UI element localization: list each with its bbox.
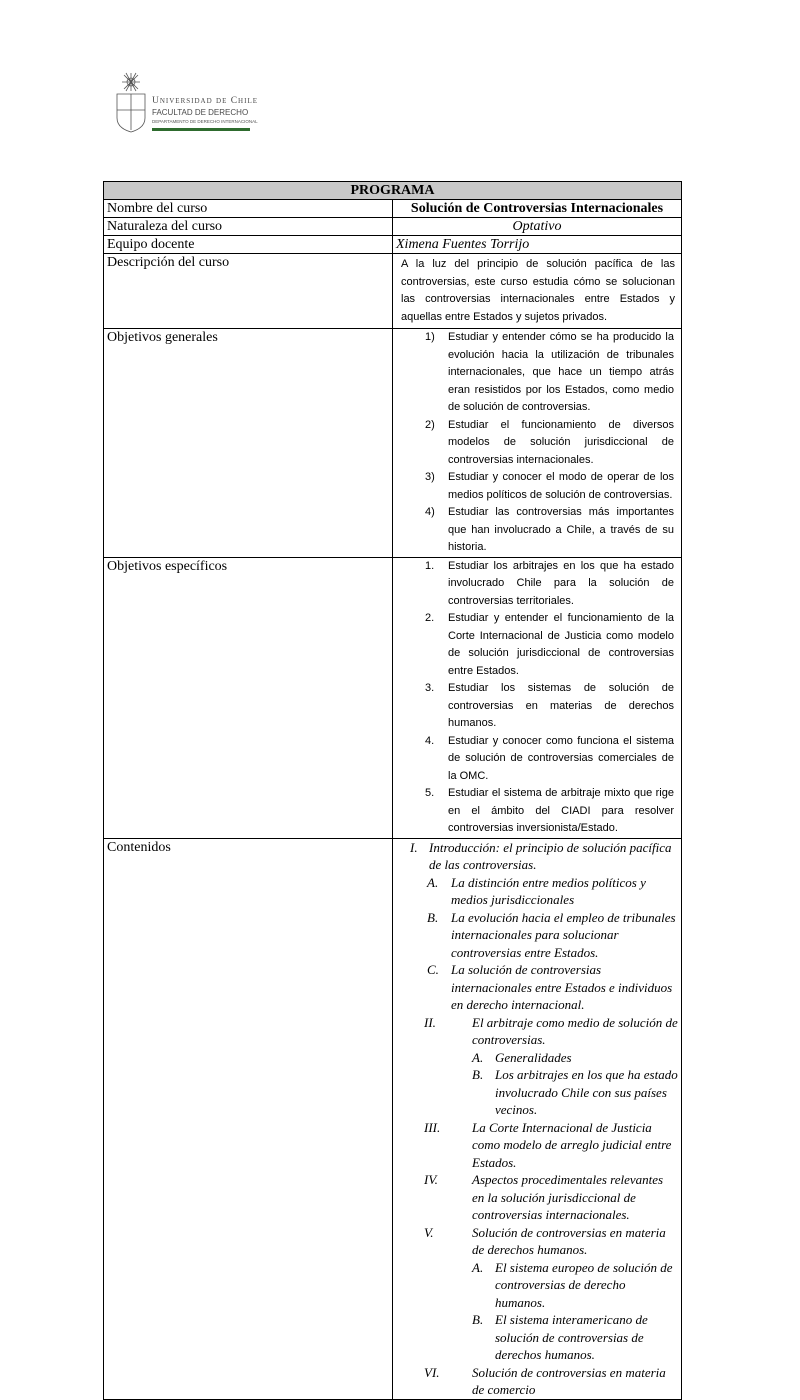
item-text: Introducción: el principio de solución pacífica de las controversias. bbox=[429, 839, 672, 872]
item-text: Estudiar los sistemas de solución de controversias en materias de derechos humanos. bbox=[448, 682, 674, 729]
row-label: Equipo docente bbox=[104, 236, 393, 254]
item-text: Aspectos procedimentales relevantes en la solución jurisdiccional de controversias internacionales. bbox=[472, 1172, 664, 1222]
list-item bbox=[396, 1119, 678, 1172]
university-logo bbox=[106, 72, 276, 138]
item-number: 2. bbox=[425, 612, 435, 624]
item-text: Solución de controversias en materia de comercio bbox=[472, 1364, 666, 1397]
logo-university-name: Universidad de Chile bbox=[152, 96, 258, 106]
item-number: 2) bbox=[425, 418, 435, 431]
item-number: 3) bbox=[425, 471, 435, 483]
item-number: 1. bbox=[425, 559, 435, 572]
row-label: Descripción del curso bbox=[104, 254, 393, 329]
item-number: V. bbox=[424, 1224, 434, 1240]
item-number: 4. bbox=[425, 734, 435, 747]
item-text: Estudiar y conocer como funciona el sistema de solución de controversias comerciales de la OMC. bbox=[448, 734, 674, 782]
item-number: A. bbox=[472, 1259, 484, 1275]
list-item bbox=[396, 504, 678, 557]
item-number: A. bbox=[427, 874, 439, 890]
list-item bbox=[396, 610, 678, 680]
item-number: C. bbox=[427, 962, 439, 977]
item-text: Estudiar los arbitrajes en los que ha estado involucrado Chile para la solución de controversias territoriales. bbox=[448, 559, 674, 607]
list-item bbox=[396, 785, 678, 838]
item-text: Estudiar y conocer el modo de operar de los medios políticos de solución de controversias. bbox=[448, 471, 674, 501]
list-item bbox=[396, 1364, 678, 1399]
row-label: Nombre del curso bbox=[104, 200, 393, 218]
specific-objectives bbox=[393, 557, 682, 838]
item-text: Generalidades bbox=[495, 1049, 572, 1065]
logo-underline bbox=[152, 128, 250, 131]
item-text: Estudiar las controversias más importantes que han involucrado a Chile, a través de su historia. bbox=[448, 506, 674, 553]
list-item bbox=[396, 1014, 678, 1049]
table-row bbox=[104, 329, 682, 558]
university-crest-icon bbox=[114, 72, 148, 134]
list-item bbox=[396, 839, 678, 874]
item-number: B. bbox=[472, 1312, 484, 1327]
teaching-team: Ximena Fuentes Torrijo bbox=[393, 236, 682, 254]
list-item bbox=[396, 733, 678, 786]
table-row bbox=[104, 200, 682, 218]
list-item bbox=[396, 558, 678, 611]
item-text: El arbitraje como medio de solución de controversias. bbox=[472, 1014, 678, 1047]
item-number: IV. bbox=[424, 1172, 438, 1187]
general-objectives bbox=[393, 329, 682, 558]
item-text: Estudiar el funcionamiento de diversos modelos de solución jurisdiccional de controversias internacionales. bbox=[448, 418, 674, 466]
list-item bbox=[396, 1224, 678, 1259]
list-item bbox=[396, 417, 678, 470]
item-number: VI. bbox=[424, 1364, 440, 1380]
item-text: Estudiar y entender el funcionamiento de la Corte Internacional de Justicia como modelo de solución jurisdiccional de controversias entre Estados. bbox=[448, 612, 674, 677]
table-header-row bbox=[104, 182, 682, 200]
row-label: Objetivos generales bbox=[104, 329, 393, 558]
table-row bbox=[104, 236, 682, 254]
list-item bbox=[396, 1066, 678, 1119]
row-label: Naturaleza del curso bbox=[104, 218, 393, 236]
list-item bbox=[396, 1259, 678, 1312]
list-item bbox=[396, 1049, 678, 1067]
item-number: B. bbox=[472, 1067, 484, 1082]
table-row bbox=[104, 254, 682, 329]
item-number: 1) bbox=[425, 331, 435, 343]
list-item bbox=[396, 961, 678, 1014]
item-text: El sistema interamericano de solución de controversias de derechos humanos. bbox=[495, 1312, 648, 1362]
logo-department-name: DEPARTAMENTO DE DERECHO INTERNACIONAL bbox=[152, 119, 258, 124]
row-label: Objetivos específicos bbox=[104, 557, 393, 838]
contents bbox=[393, 838, 682, 1399]
list-item bbox=[396, 874, 678, 909]
item-text: La evolución hacia el empleo de tribunales internacionales para solucionar controversias entre Estados. bbox=[451, 909, 676, 960]
table-row bbox=[104, 838, 682, 1399]
item-number: 3. bbox=[425, 682, 435, 694]
course-description: A la luz del principio de solución pacífica de las controversias, este curso estudia cómo se solucionan las controversias internacionales entre Estados y aquellas entre Estados y sujetos privados. bbox=[393, 254, 682, 329]
item-text: La solución de controversias internacionales entre Estados e individuos en derecho internacional. bbox=[451, 962, 673, 1012]
item-number: I. bbox=[410, 839, 418, 855]
program-table bbox=[103, 181, 682, 1400]
list-item bbox=[396, 909, 678, 962]
item-number: III. bbox=[424, 1119, 441, 1135]
item-text: Estudiar y entender cómo se ha producido la evolución hacia la utilización de tribunales internacionales, que hace un tiempo atrás eran resistidos por los Estados, como medio de solución de controversias. bbox=[448, 331, 674, 413]
item-text: La Corte Internacional de Justicia como modelo de arreglo judicial entre Estados. bbox=[472, 1119, 672, 1170]
item-number: B. bbox=[427, 909, 439, 925]
item-number: 4) bbox=[425, 506, 435, 518]
table-title: PROGRAMA bbox=[104, 182, 682, 200]
general-objectives-list bbox=[396, 329, 678, 557]
specific-objectives-list bbox=[396, 558, 678, 838]
contents-list bbox=[396, 839, 678, 1399]
table-row bbox=[104, 218, 682, 236]
item-number: II. bbox=[424, 1014, 436, 1030]
item-text: Solución de controversias en materia de derechos humanos. bbox=[472, 1224, 666, 1257]
item-text: El sistema europeo de solución de controversias de derecho humanos. bbox=[495, 1259, 673, 1310]
list-item bbox=[396, 1311, 678, 1364]
list-item bbox=[396, 680, 678, 733]
item-number: A. bbox=[472, 1049, 484, 1065]
table-row bbox=[104, 557, 682, 838]
item-text: La distinción entre medios políticos y medios jurisdiccionales bbox=[451, 874, 646, 907]
item-number: 5. bbox=[425, 787, 435, 799]
list-item bbox=[396, 469, 678, 504]
course-name: Solución de Controversias Internacionales bbox=[393, 200, 682, 218]
course-nature: Optativo bbox=[393, 218, 682, 236]
list-item bbox=[396, 1171, 678, 1224]
item-text: Los arbitrajes en los que ha estado involucrado Chile con sus países vecinos. bbox=[495, 1067, 678, 1117]
row-label: Contenidos bbox=[104, 838, 393, 1399]
list-item bbox=[396, 329, 678, 417]
item-text: Estudiar el sistema de arbitraje mixto que rige en el ámbito del CIADI para resolver controversias inversionista/Estado. bbox=[448, 787, 674, 834]
logo-faculty-name: FACULTAD DE DERECHO bbox=[152, 108, 249, 117]
